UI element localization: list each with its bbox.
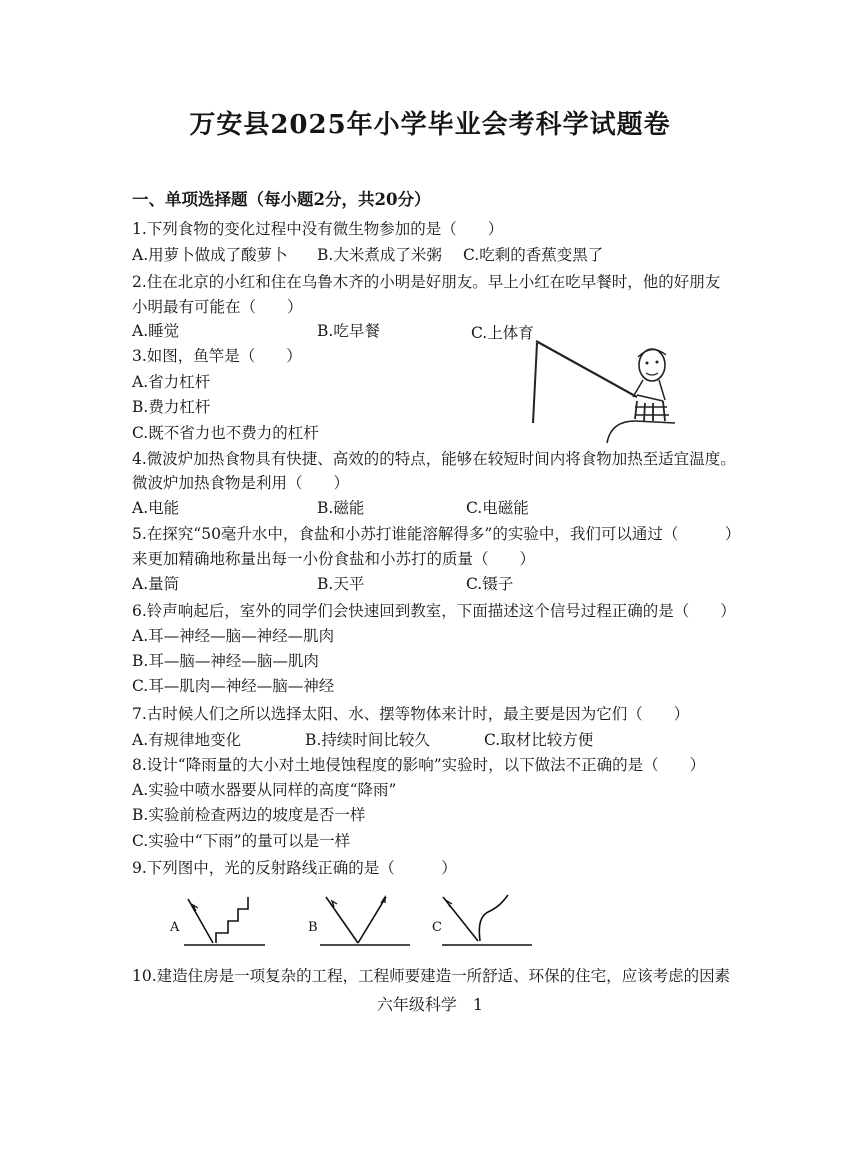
q8-stem: 8.设计“降雨量的大小对土地侵蚀程度的影响”实验时，以下做法不正确的是（ ）	[132, 756, 706, 774]
q4-stem-line2: 微波炉加热食物是利用（ ）	[132, 474, 350, 492]
fishing-rod-figure	[525, 335, 685, 447]
diagram-b	[308, 897, 410, 945]
q6-option-b: B.耳—脑—神经—脑—肌肉	[132, 652, 319, 670]
q2-stem-line1: 2.住在北京的小红和住在乌鲁木齐的小明是好朋友。早上小红在吃早餐时，他的好朋友	[132, 273, 721, 291]
diagram-b-label: B	[308, 920, 318, 935]
section-heading: 一、单项选择题（每小题2分，共20分）	[132, 190, 431, 209]
q5-option-a: A.量筒	[132, 575, 180, 593]
q5-stem-line1: 5.在探究“50毫升水中，食盐和小苏打谁能溶解得多”的实验中，我们可以通过（ ）	[132, 525, 741, 543]
q3-option-b: B.费力杠杆	[132, 398, 211, 416]
exam-title: 万安县2025年小学毕业会考科学试题卷	[189, 110, 671, 140]
diagram-a	[169, 897, 265, 945]
light-reflection-diagrams	[160, 885, 540, 955]
q7-stem: 7.古时候人们之所以选择太阳、水、摆等物体来计时，最主要是因为它们（ ）	[132, 705, 690, 723]
q2-option-c: C.上体育	[471, 324, 534, 342]
q10-stem: 10.建造住房是一项复杂的工程，工程师要建造一所舒适、环保的住宅，应该考虑的因素	[132, 967, 731, 985]
q4-option-c: C.电磁能	[466, 499, 529, 517]
q1-option-b: B.大米煮成了米粥	[317, 246, 442, 264]
page-footer: 六年级科学 1	[376, 995, 484, 1014]
q5-option-b: B.天平	[317, 575, 365, 593]
q7-option-b: B.持续时间比较久	[305, 731, 430, 749]
diagram-c-label: C	[432, 920, 442, 935]
q5-option-c: C.镊子	[466, 575, 514, 593]
q1-option-c: C.吃剩的香蕉变黑了	[463, 246, 604, 264]
q2-stem-line2: 小明最有可能在（ ）	[132, 298, 303, 316]
q1-option-a: A.用萝卜做成了酸萝卜	[132, 246, 288, 264]
q4-option-a: A.电能	[132, 499, 180, 517]
diagram-a-label: A	[170, 920, 180, 935]
q8-option-a: A.实验中喷水器要从同样的高度“降雨”	[132, 781, 397, 799]
q8-option-b: B.实验前检查两边的坡度是否一样	[132, 806, 366, 824]
q6-stem: 6.铃声响起后，室外的同学们会快速回到教室，下面描述这个信号过程正确的是（ ）	[132, 602, 736, 620]
q7-option-c: C.取材比较方便	[484, 731, 594, 749]
q6-option-c: C.耳—肌肉—神经—脑—神经	[132, 677, 335, 695]
q5-stem-line2: 来更加精确地称量出每一小份食盐和小苏打的质量（ ）	[132, 550, 536, 568]
q6-option-a: A.耳—神经—脑—神经—肌肉	[132, 627, 335, 645]
q4-option-b: B.磁能	[317, 499, 365, 517]
q8-option-c: C.实验中“下雨”的量可以是一样	[132, 832, 351, 850]
q2-option-b: B.吃早餐	[317, 322, 380, 340]
q3-option-a: A.省力杠杆	[132, 373, 211, 391]
q3-stem: 3.如图，鱼竿是（ ）	[132, 347, 302, 365]
diagram-c	[432, 895, 532, 945]
q7-option-a: A.有规律地变化	[132, 731, 242, 749]
q1-stem: 1.下列食物的变化过程中没有微生物参加的是（ ）	[132, 220, 504, 238]
q3-option-c: C.既不省力也不费力的杠杆	[132, 424, 319, 442]
q9-stem: 9.下列图中，光的反射路线正确的是（ ）	[132, 859, 457, 877]
q2-option-a: A.睡觉	[132, 322, 180, 340]
q4-stem-line1: 4.微波炉加热食物具有快捷、高效的的特点，能够在较短时间内将食物加热至适宜温度。	[132, 450, 736, 468]
